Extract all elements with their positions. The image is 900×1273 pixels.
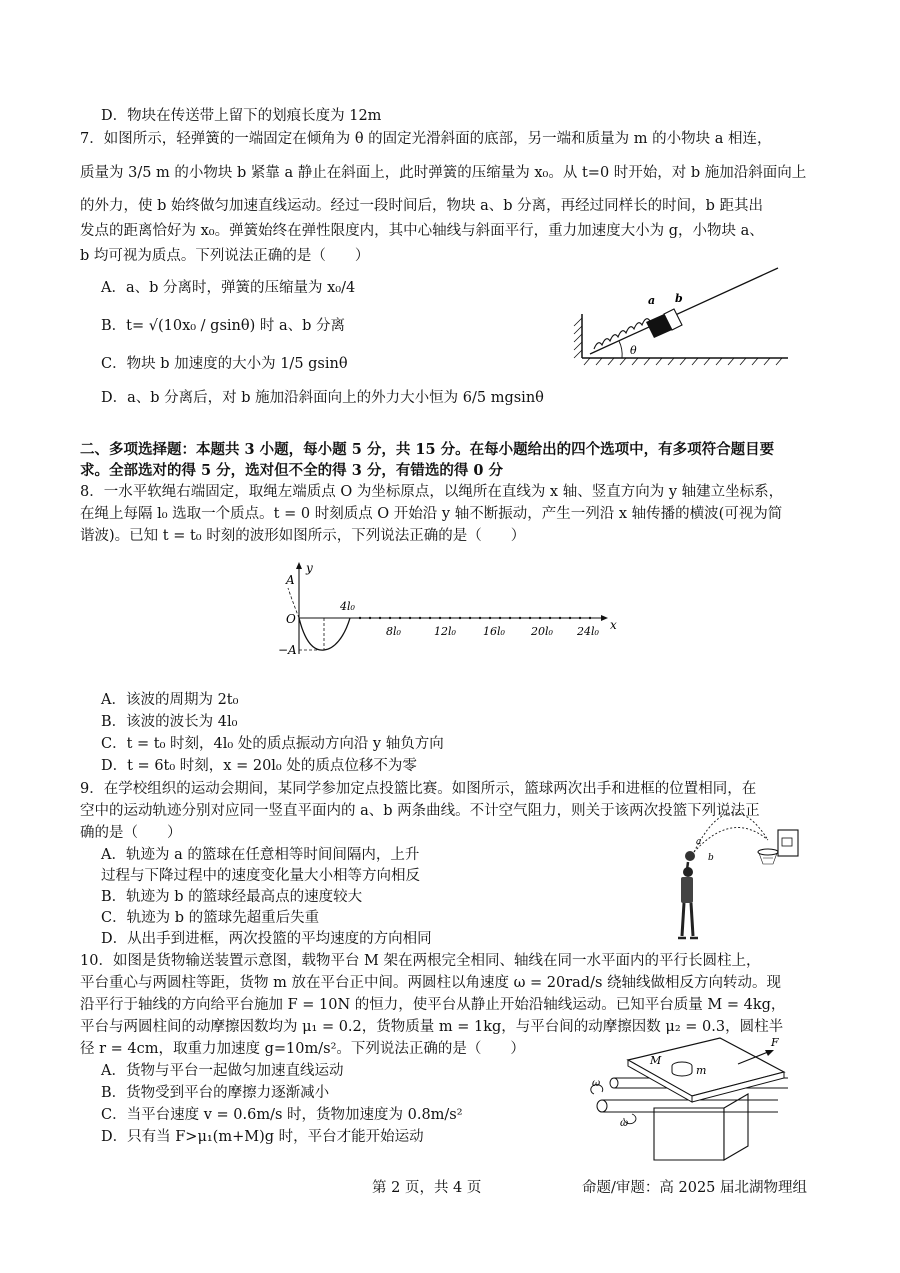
neg-amplitude-label: −A bbox=[278, 643, 297, 657]
q9-option-d: D．从出手到进框，两次投篮的平均速度的方向相同 bbox=[101, 931, 432, 947]
q7-stem-line: 7．如图所示，轻弹簧的一端固定在倾角为 θ 的固定光滑斜面的底部，另一端和质量为 m 的小物块 a 相连， bbox=[80, 131, 772, 147]
block-a-label: a bbox=[648, 294, 656, 307]
q8-stem-line: 8．一水平软绳右端固定，取绳左端质点 O 为坐标原点，以绳所在直线为 x 轴、竖直方向为 y 轴建立坐标系， bbox=[80, 484, 784, 500]
q7-option-a: A．a、b 分离时，弹簧的压缩量为 x₀/4 bbox=[101, 280, 356, 296]
q10-stem-line: 平台重心与两圆柱等距，货物 m 放在平台正中间。两圆柱以角速度 ω = 20rad/s 绕轴线做相反方向转动。现 bbox=[80, 975, 782, 991]
q10-stem-line: 径 r = 4cm，取重力加速度 g=10m/s²。下列说法正确的是（ ） bbox=[80, 1041, 525, 1057]
q7-stem-line: b 均可视为质点。下列说法正确的是（ ） bbox=[80, 248, 370, 264]
omega-label: ω bbox=[592, 1078, 601, 1089]
theta-label: θ bbox=[630, 344, 637, 357]
q9-option-b: B．轨迹为 b 的篮球经最高点的速度较大 bbox=[101, 889, 363, 905]
y-axis-label: y bbox=[306, 561, 313, 575]
q10-option-a: A．货物与平台一起做匀加速直线运动 bbox=[101, 1063, 344, 1079]
tick-label: 12l₀ bbox=[434, 625, 456, 638]
q7-option-b: B．t= √(10x₀ / gsinθ) 时 a、b 分离 bbox=[101, 318, 346, 334]
q7-option-c: C．物块 b 加速度的大小为 1/5 gsinθ bbox=[101, 356, 348, 372]
spring-incline-figure bbox=[560, 262, 800, 372]
q10-option-c: C．当平台速度 v = 0.6m/s 时，货物加速度为 0.8m/s² bbox=[101, 1107, 463, 1123]
trajectory-a-label: a bbox=[696, 837, 702, 847]
tick-label: 16l₀ bbox=[483, 625, 505, 638]
origin-label: O bbox=[286, 612, 296, 626]
section-heading: 二、多项选择题：本题共 3 小题，每小题 5 分，共 15 分。在每小题给出的四个选项中，有多项符合题目要 bbox=[80, 441, 775, 458]
q10-stem-line: 平台与两圆柱间的动摩擦因数均为 μ₁ = 0.2，货物质量 m = 1kg，与平台间的动摩擦因数 μ₂ = 0.3，圆柱半 bbox=[80, 1019, 784, 1035]
q8-stem-line: 在绳上每隔 l₀ 选取一个质点。t = 0 时刻质点 O 开始沿 y 轴不断振动，产生一列沿 x 轴传播的横波(可视为简 bbox=[80, 506, 783, 522]
q9-stem-line: 空中的运动轨迹分别对应同一竖直平面内的 a、b 两条曲线。不计空气阻力，则关于该两次投篮下列说法正 bbox=[80, 803, 760, 819]
force-label: F bbox=[771, 1036, 779, 1049]
amplitude-label: A bbox=[286, 573, 295, 587]
q10-option-b: B．货物受到平台的摩擦力逐渐减小 bbox=[101, 1085, 330, 1101]
tick-label: 24l₀ bbox=[577, 625, 599, 638]
q7-stem-line: 发点的距离恰好为 x₀。弹簧始终在弹性限度内，其中心轴线与斜面平行，重力加速度大小为 g，小物块 a、 bbox=[80, 223, 764, 239]
footer-author: 命题/审题：高 2025 届北湖物理组 bbox=[582, 1180, 808, 1196]
q8-option-a: A．该波的周期为 2t₀ bbox=[101, 692, 239, 708]
basketball-figure bbox=[660, 800, 820, 950]
q8-stem-line: 谐波)。已知 t = t₀ 时刻的波形如图所示，下列说法正确的是（ ） bbox=[80, 528, 526, 544]
tick-label: 4l₀ bbox=[340, 600, 355, 613]
block-b-label: b bbox=[675, 292, 683, 305]
q8-option-c: C．t = t₀ 时刻，4l₀ 处的质点振动方向沿 y 轴负方向 bbox=[101, 736, 444, 752]
cargo-m-label: m bbox=[696, 1064, 707, 1077]
tick-label: 20l₀ bbox=[531, 625, 553, 638]
q7-option-d: D．a、b 分离后，对 b 施加沿斜面向上的外力大小恒为 6/5 mgsinθ bbox=[101, 390, 544, 406]
q7-stem-line: 的外力，使 b 始终做匀加速直线运动。经过一段时间后，物块 a、b 分离，再经过同样长的时间，b 距其出 bbox=[80, 198, 764, 214]
q10-option-d: D．只有当 F>μ₁(m+M)g 时，平台才能开始运动 bbox=[101, 1129, 424, 1145]
platform-figure bbox=[588, 1020, 808, 1170]
q9-stem-line: 确的是（ ） bbox=[80, 825, 182, 841]
omega-label: ω bbox=[620, 1118, 629, 1129]
q9-option-a-cont: 过程与下降过程中的速度变化量大小相等方向相反 bbox=[101, 868, 420, 884]
q10-stem-line: 沿平行于轴线的方向给平台施加 F = 10N 的恒力，使平台从静止开始沿轴线运动。已知平台质量 M = 4kg， bbox=[80, 997, 786, 1013]
q9-stem-line: 9．在学校组织的运动会期间，某同学参加定点投篮比赛。如图所示，篮球两次出手和进框的位置相同，在 bbox=[80, 781, 757, 797]
q9-option-a: A．轨迹为 a 的篮球在任意相等时间间隔内，上升 bbox=[101, 847, 420, 863]
footer-page-number: 第 2 页，共 4 页 bbox=[372, 1180, 482, 1196]
platform-m-label: M bbox=[650, 1054, 662, 1067]
q8-option-b: B．该波的波长为 4l₀ bbox=[101, 714, 238, 730]
q8-option-d: D．t = 6t₀ 时刻，x = 20l₀ 处的质点位移不为零 bbox=[101, 758, 417, 774]
section-heading: 求。全部选对的得 5 分，选对但不全的得 3 分，有错选的得 0 分 bbox=[80, 462, 504, 479]
q10-stem-line: 10．如图是货物输送装置示意图，载物平台 M 架在两根完全相同、轴线在同一水平面内的平行长圆柱上， bbox=[80, 953, 761, 969]
q6-option-d: D．物块在传送带上留下的划痕长度为 12m bbox=[101, 108, 382, 124]
q9-option-c: C．轨迹为 b 的篮球先超重后失重 bbox=[101, 910, 320, 926]
trajectory-b-label: b bbox=[708, 853, 714, 863]
wave-figure bbox=[278, 558, 618, 668]
q7-stem-line: 质量为 3/5 m 的小物块 b 紧靠 a 静止在斜面上，此时弹簧的压缩量为 x₀。从 t=0 时开始，对 b 施加沿斜面向上 bbox=[80, 165, 807, 181]
tick-label: 8l₀ bbox=[386, 625, 401, 638]
x-axis-label: x bbox=[610, 618, 617, 632]
